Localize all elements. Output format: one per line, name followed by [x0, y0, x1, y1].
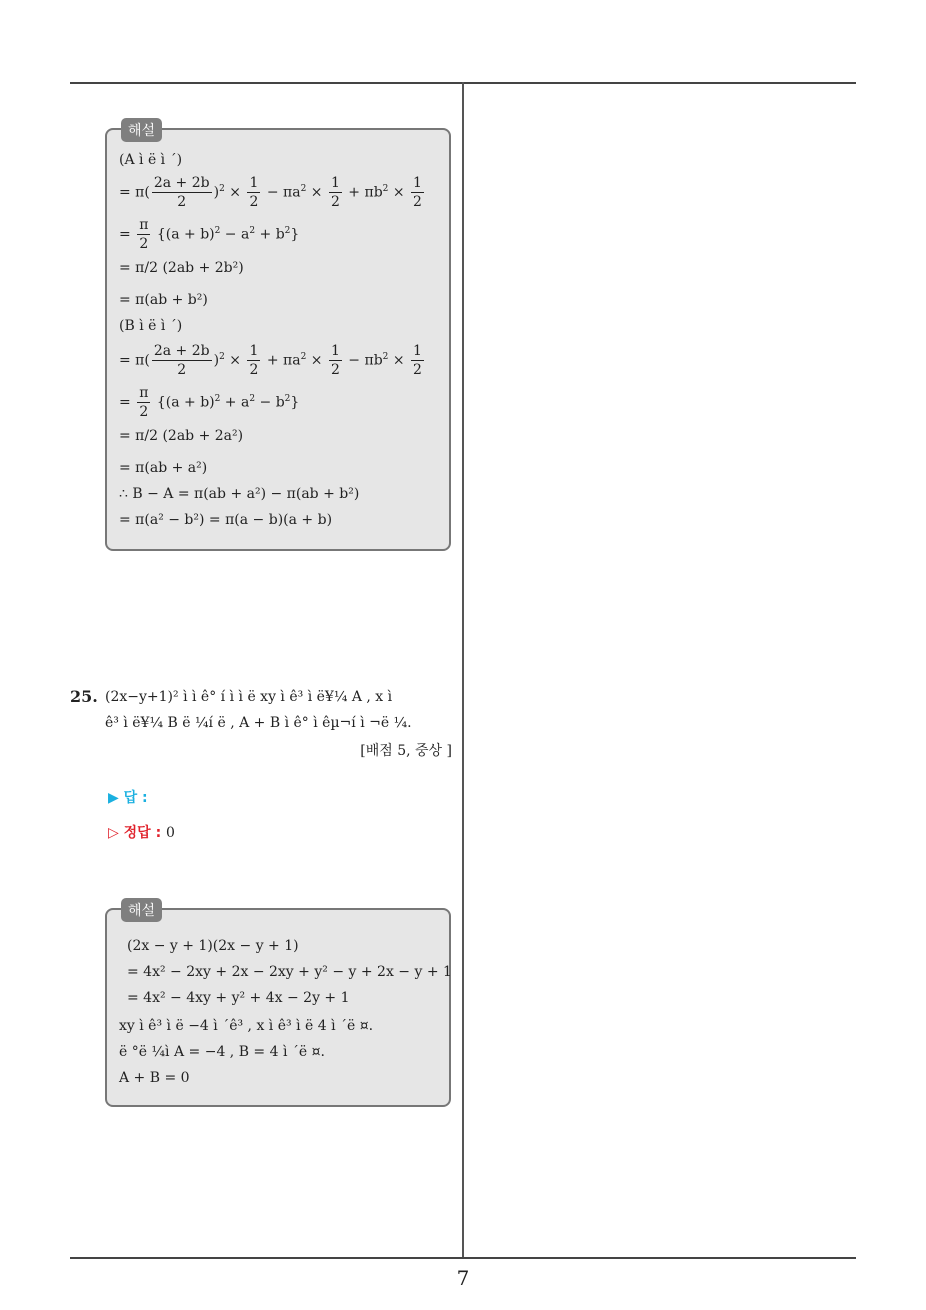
- question-score: [배점 5, 중상 ]: [360, 743, 452, 759]
- solution-box-2: [105, 903, 452, 1107]
- column-divider: [462, 82, 464, 1259]
- question-text-line-1: (2x−y+1)² ì ì ê° í ì ì ë xy ì ê³ ì ë¥¼ A , x ì: [105, 689, 393, 705]
- solution-line: xy ì ê³ ì ë −4 ì ´ê³ , x ì ê³ ì ë 4 ì ´ë ¤.: [119, 1018, 374, 1034]
- solution-line: = π(ab + a²): [119, 460, 208, 476]
- solution-line: ë °ë ¼ì A = −4 , B = 4 ì ´ë ¤.: [119, 1044, 325, 1060]
- solution-line: A + B = 0: [119, 1070, 190, 1086]
- solution-line-formula-a1: = π( $\frac{2a + 2b}{2}$ )$^2$ × $\frac{1}{2}$ − $\pi a^2$ × $\frac{1}{2}$ + $\pi b^2$ × $\frac{1}{2}$: [119, 175, 422, 210]
- solution-line: (B ì ë ì ´): [119, 318, 183, 334]
- solution-tag: 해설: [121, 898, 162, 922]
- solution-line: ∴ B − A = π(ab + a²) − π(ab + b²): [119, 486, 360, 502]
- solution-line-formula-a2: = $\frac{\pi}{2}$ $\{(a + b)^2 - a^2 + b^2\}$: [119, 217, 300, 252]
- solution-line: = 4x² − 4xy + y² + 4x − 2y + 1: [127, 990, 350, 1006]
- question-text-line-2: ê³ ì ë¥¼ B ë ¼í ë , A + B ì ê° ì êµ¬í ì ¬ë ¼.: [105, 715, 412, 731]
- solution-line: (2x − y + 1)(2x − y + 1): [127, 938, 299, 954]
- answer-label: ▶ 답 :: [108, 790, 148, 806]
- solution-line: = π(a² − b²) = π(a − b)(a + b): [119, 512, 333, 528]
- solution-tag: 해설: [121, 118, 162, 142]
- correct-answer: [108, 822, 175, 842]
- correct-answer-value: 0: [166, 825, 175, 841]
- solution-box-1: [105, 123, 451, 551]
- bottom-rule: [70, 1257, 856, 1259]
- solution-line-formula-b1: = π( $\frac{2a + 2b}{2}$ )$^2$ × $\frac{1}{2}$ + $\pi a^2$ × $\frac{1}{2}$ − $\pi b^2$ × $\frac{1}{2}$: [119, 343, 422, 378]
- solution-line: = π/2 (2ab + 2a²): [119, 428, 244, 444]
- solution-line: (A ì ë ì ´): [119, 152, 183, 168]
- page-number: 7: [456, 1266, 470, 1290]
- question-number: 25.: [70, 687, 98, 706]
- solution-line-formula-b2: = $\frac{\pi}{2}$ $\{(a + b)^2 + a^2 - b^2\}$: [119, 385, 300, 420]
- solution-line: = 4x² − 2xy + 2x − 2xy + y² − y + 2x − y + 1: [127, 964, 452, 980]
- solution-line: = π/2 (2ab + 2b²): [119, 260, 244, 276]
- solution-line: = π(ab + b²): [119, 292, 208, 308]
- correct-answer-label: ▷ 정답 :: [108, 825, 162, 841]
